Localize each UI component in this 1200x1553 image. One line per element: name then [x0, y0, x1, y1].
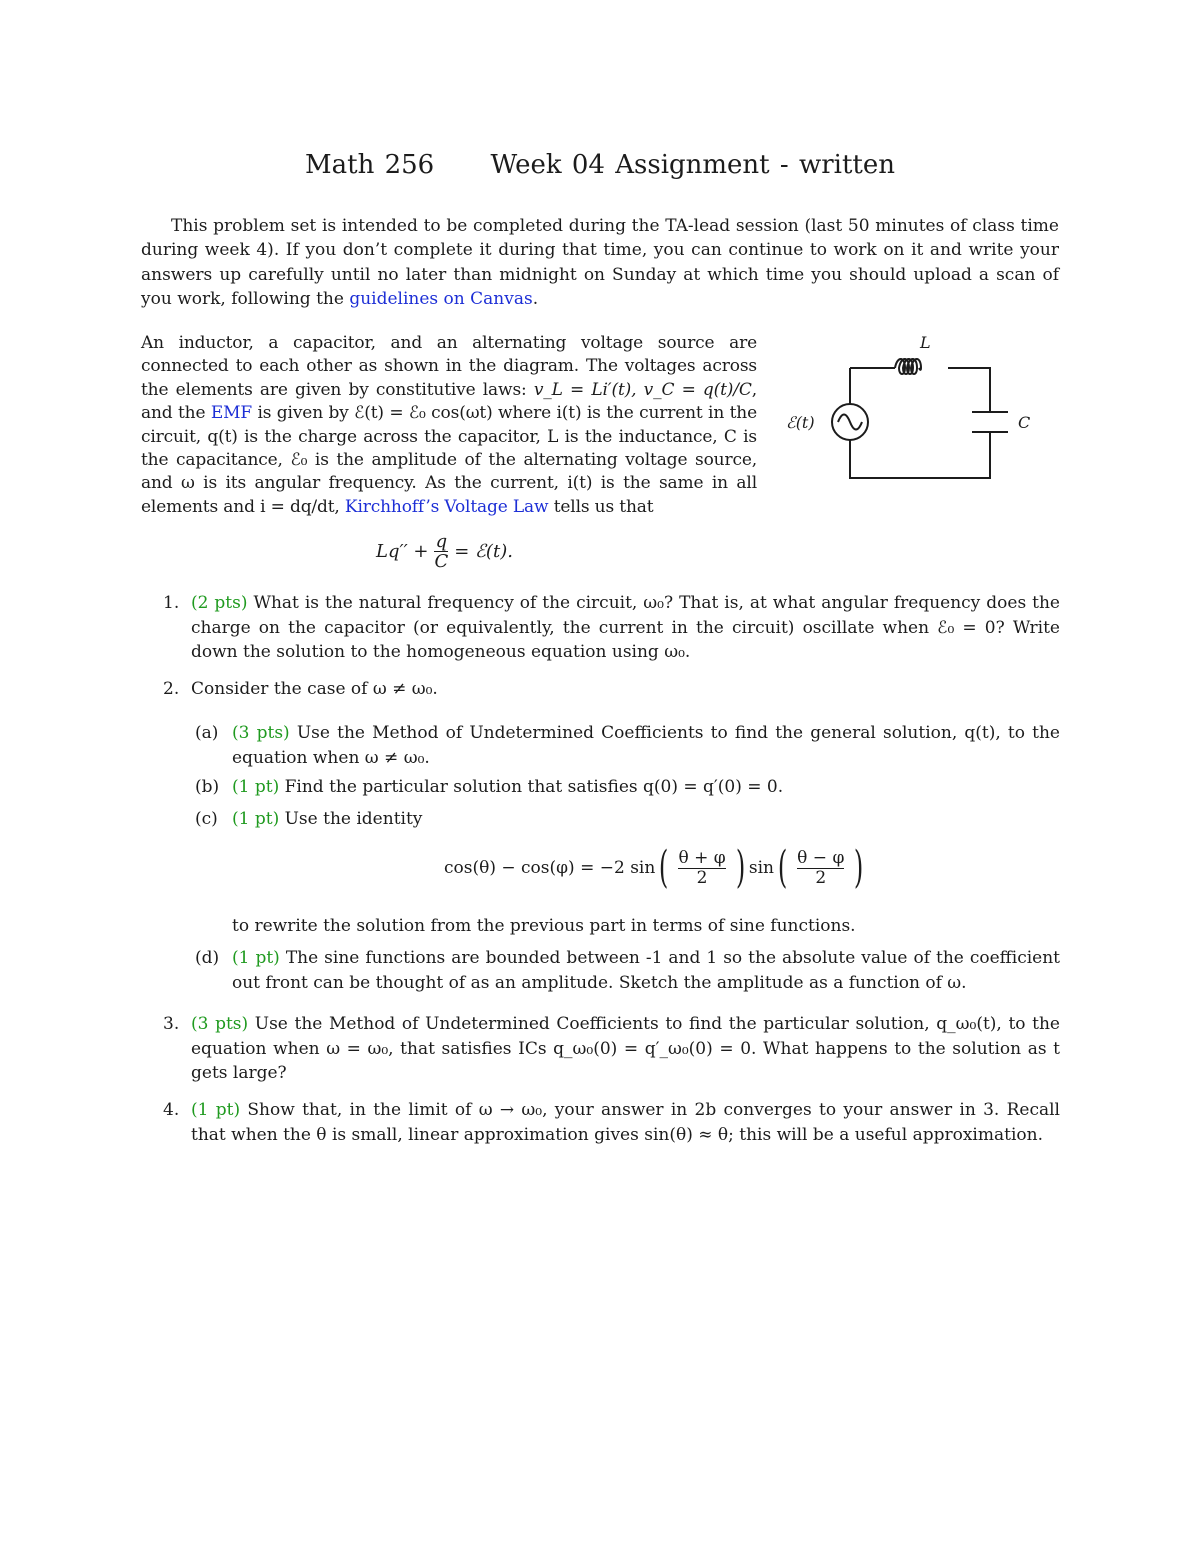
inductor-label: L: [920, 333, 931, 352]
subproblem-text: Find the particular solution that satisfies q(0) = q′(0) = 0.: [279, 777, 784, 797]
identity-followup: to rewrite the solution from the previous part in terms of sine functions.: [232, 916, 856, 936]
points-badge: (1 pt): [191, 1100, 241, 1120]
problem-number: 2.: [163, 679, 180, 699]
identity-lhs: cos(θ) − cos(φ) = −2 sin: [444, 858, 656, 878]
identity-frac-2: [797, 849, 844, 888]
problem-4: [163, 1098, 1060, 1147]
problem-text: What is the natural frequency of the circuit, ω₀? That is, at what angular frequency does the charge on the capacitor (or equivalently, the current in the circuit) oscillate when ℰ₀ = 0? Write down the solution to the homogeneous equation using ω₀.: [191, 593, 1060, 662]
circuit-wire-bottom: [850, 432, 990, 478]
points-badge: (2 pts): [191, 593, 248, 613]
problem-3: [163, 1012, 1060, 1086]
points-badge: (1 pt): [232, 777, 280, 797]
circuit-wire-top-right: [948, 368, 990, 412]
intro-text: This problem set is intended to be completed during the TA-lead session (last 50 minutes of class time during week 4). If you don’t complete it during that time, you can continue to work on it and write your answers up carefully until no later than midnight on Sunday at which time you should upload a scan of you work, following the: [141, 216, 1059, 309]
eq-rhs: = ℰ(t).: [454, 541, 513, 562]
emf-link[interactable]: EMF: [210, 403, 253, 424]
subproblem-text: Use the identity: [279, 809, 423, 829]
eq-lhs: Lq′′ +: [376, 541, 429, 562]
problem-number: 1.: [163, 593, 180, 613]
course-title: Math 256: [305, 150, 435, 180]
eq-frac-num: q: [435, 531, 448, 552]
desc-part3: is given by ℰ(t) = ℰ₀ cos(ωt) where i(t) is the current in the circuit, q(t) is the charge across the capacitor, L is the inductance, C is the capacitance, ℰ₀ is the amplitude of the alternating voltage source, and ω is its angular frequency. As the current, i(t) is the same in all elements and i = dq/dt,: [141, 403, 757, 517]
subproblem-label: (a): [195, 723, 219, 743]
canvas-guidelines-link[interactable]: guidelines on Canvas: [349, 288, 533, 309]
problem-text: Use the Method of Undetermined Coefficients to find the particular solution, q_ω₀(t), to the equation when ω = ω₀, that satisfies ICs q_ω₀(0) = q′_ω₀(0) = 0. What happens to the solution as t gets large?: [191, 1014, 1060, 1083]
ac-source-wave: [838, 415, 862, 430]
kvl-equation: [376, 532, 513, 571]
subproblem-label: (b): [195, 777, 220, 797]
page-title: [0, 150, 1200, 180]
subproblem-label: (c): [195, 809, 218, 829]
problem-2d: [195, 946, 1060, 995]
problem-2b: [195, 775, 1060, 800]
intro-paragraph: [141, 214, 1059, 311]
identity-den-1: 2: [696, 867, 708, 888]
points-badge: (1 pt): [232, 948, 280, 968]
points-badge: (3 pts): [232, 723, 290, 743]
desc-part2: , and the: [141, 379, 757, 424]
identity-sin: sin: [748, 858, 774, 878]
subproblem-text: Use the Method of Undetermined Coefficients to find the general solution, q(t), to the equation when ω ≠ ω₀.: [232, 723, 1060, 768]
desc-part4: tells us that: [548, 496, 654, 517]
eq-frac-den: C: [434, 551, 449, 572]
problem-1: [163, 591, 1060, 665]
identity-frac-1: [678, 849, 725, 888]
problem-2c: [195, 807, 1060, 832]
desc-part1: An inductor, a capacitor, and an alternating voltage source are connected to each other as shown in the diagram. The voltages across the elements are given by constitutive laws:: [141, 333, 757, 400]
source-label: ℰ(t): [786, 413, 815, 432]
eq-fraction: [434, 532, 448, 571]
problem-text: Consider the case of ω ≠ ω₀.: [191, 679, 438, 699]
capacitor-label: C: [1018, 413, 1031, 432]
subproblem-label: (d): [195, 948, 220, 968]
intro-end: .: [532, 288, 539, 309]
desc-laws: v_L = Li′(t), v_C = q(t)/C: [533, 379, 752, 400]
problem-2: [163, 677, 1060, 702]
problem-2a: [195, 721, 1060, 770]
points-badge: (1 pt): [232, 809, 280, 829]
assignment-title: Week 04 Assignment - written: [490, 150, 895, 180]
trig-identity: cos(θ) − cos(φ) = −2 sin ( $\frac{\theta + \varphi}{2}$ ) sin ( $\frac{\theta - \varphi}{2}$ ): [444, 842, 864, 893]
subproblem-text: The sine functions are bounded between -1 and 1 so the absolute value of the coefficient out front can be thought of as an amplitude. Sketch the amplitude as a function of ω.: [232, 948, 1060, 993]
problem-number: 3.: [163, 1014, 180, 1034]
points-badge: (3 pts): [191, 1014, 249, 1034]
problem-text: Show that, in the limit of ω → ω₀, your answer in 2b converges to your answer in 3. Recall that when the θ is small, linear approximation gives sin(θ) ≈ θ; this will be a useful approximation.: [191, 1100, 1060, 1145]
identity-num-1: θ + φ: [678, 847, 726, 868]
identity-den-2: 2: [815, 867, 827, 888]
inductor-coil: [895, 359, 921, 374]
problem-number: 4.: [163, 1100, 180, 1120]
lc-circuit-diagram: [780, 330, 1040, 490]
identity-num-2: θ − φ: [797, 847, 845, 868]
kvl-link[interactable]: Kirchhoff’s Voltage Law: [344, 496, 549, 517]
circuit-description: [141, 332, 757, 519]
